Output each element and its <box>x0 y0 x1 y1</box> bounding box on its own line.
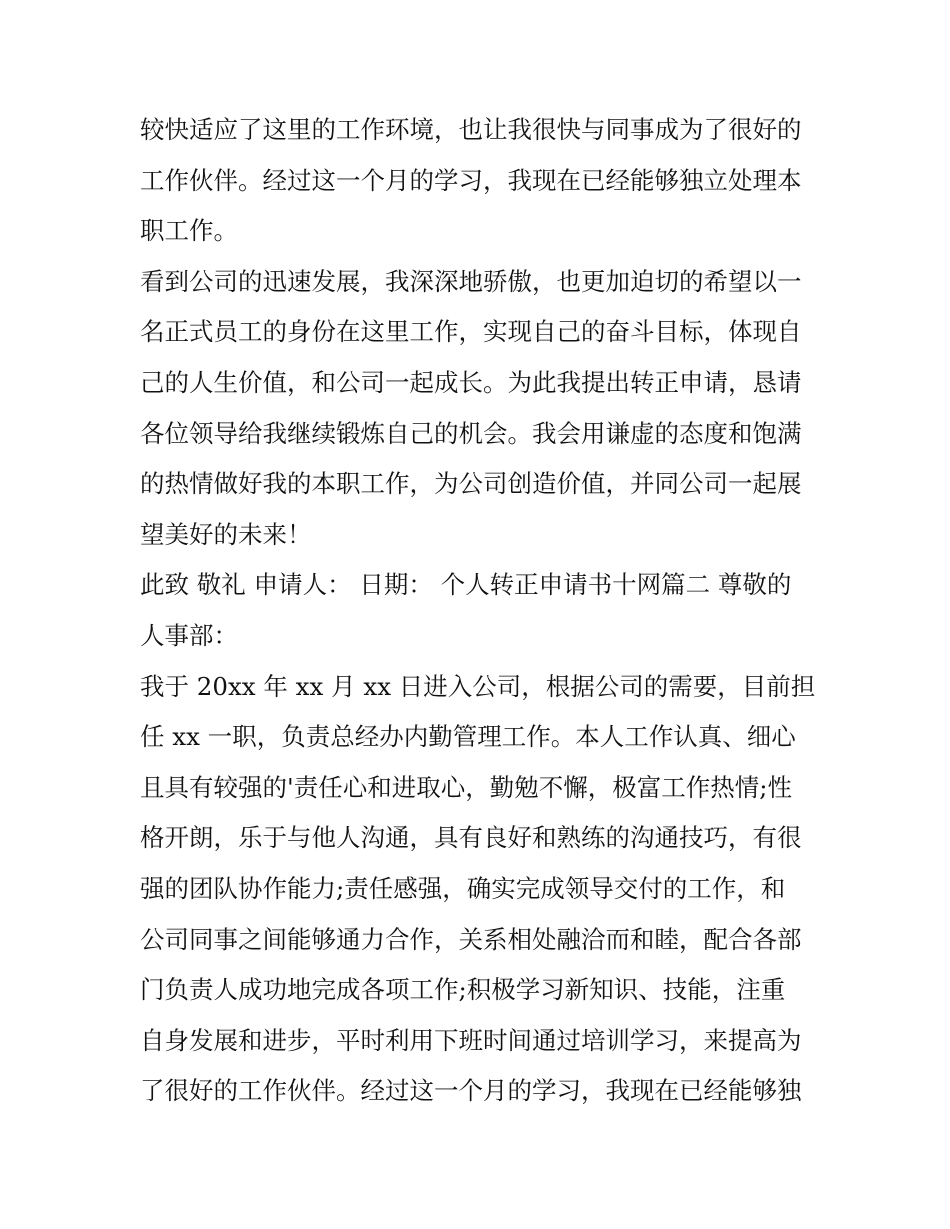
text-line: 公司同事之间能够通力合作，关系相处融洽而和睦，配合各部 <box>140 924 802 954</box>
text-line: 人事部： <box>140 620 238 650</box>
text-line: 己的人生价值，和公司一起成长。为此我提出转正申请，恳请 <box>140 367 802 397</box>
text-line: 门负责人成功地完成各项工作;积极学习新知识、技能，注重 <box>140 975 786 1005</box>
text-line: 格开朗，乐于与他人沟通，具有良好和熟练的沟通技巧，有很 <box>140 823 802 853</box>
text-line: 望美好的未来！ <box>140 519 312 549</box>
text-line: 名正式员工的身份在这里工作，实现自己的奋斗目标，体现自 <box>140 317 802 347</box>
text-line: 的热情做好我的本职工作，为公司创造价值，并同公司一起展 <box>140 469 802 499</box>
text-line: 看到公司的迅速发展，我深深地骄傲，也更加迫切的希望以一 <box>140 266 802 296</box>
document-body <box>140 105 830 1117</box>
text-line: 了很好的工作伙伴。经过这一个月的学习，我现在已经能够独 <box>140 1076 802 1106</box>
text-line: 职工作。 <box>140 216 238 246</box>
text-line: 工作伙伴。经过这一个月的学习，我现在已经能够独立处理本 <box>140 165 802 195</box>
text-line: 任 xx 一职，负责总经办内勤管理工作。本人工作认真、细心 <box>140 722 796 752</box>
text-line: 各位领导给我继续锻炼自己的机会。我会用谦虚的态度和饱满 <box>140 418 802 448</box>
text-line: 强的团队协作能力;责任感强，确实完成领导交付的工作，和 <box>140 873 786 903</box>
text-line: 我于 20xx 年 xx 月 xx 日进入公司，根据公司的需要，目前担 <box>140 671 816 701</box>
text-line: 较快适应了这里的工作环境，也让我很快与同事成为了很好的 <box>140 115 802 144</box>
text-line: 此致 敬礼 申请人： 日期： 个人转正申请书十网篇二 尊敬的 <box>140 570 792 600</box>
text-line: 且具有较强的'责任心和进取心，勤勉不懈，极富工作热情;性 <box>140 772 792 802</box>
text-line: 自身发展和进步，平时利用下班时间通过培训学习，来提高为 <box>140 1025 802 1055</box>
